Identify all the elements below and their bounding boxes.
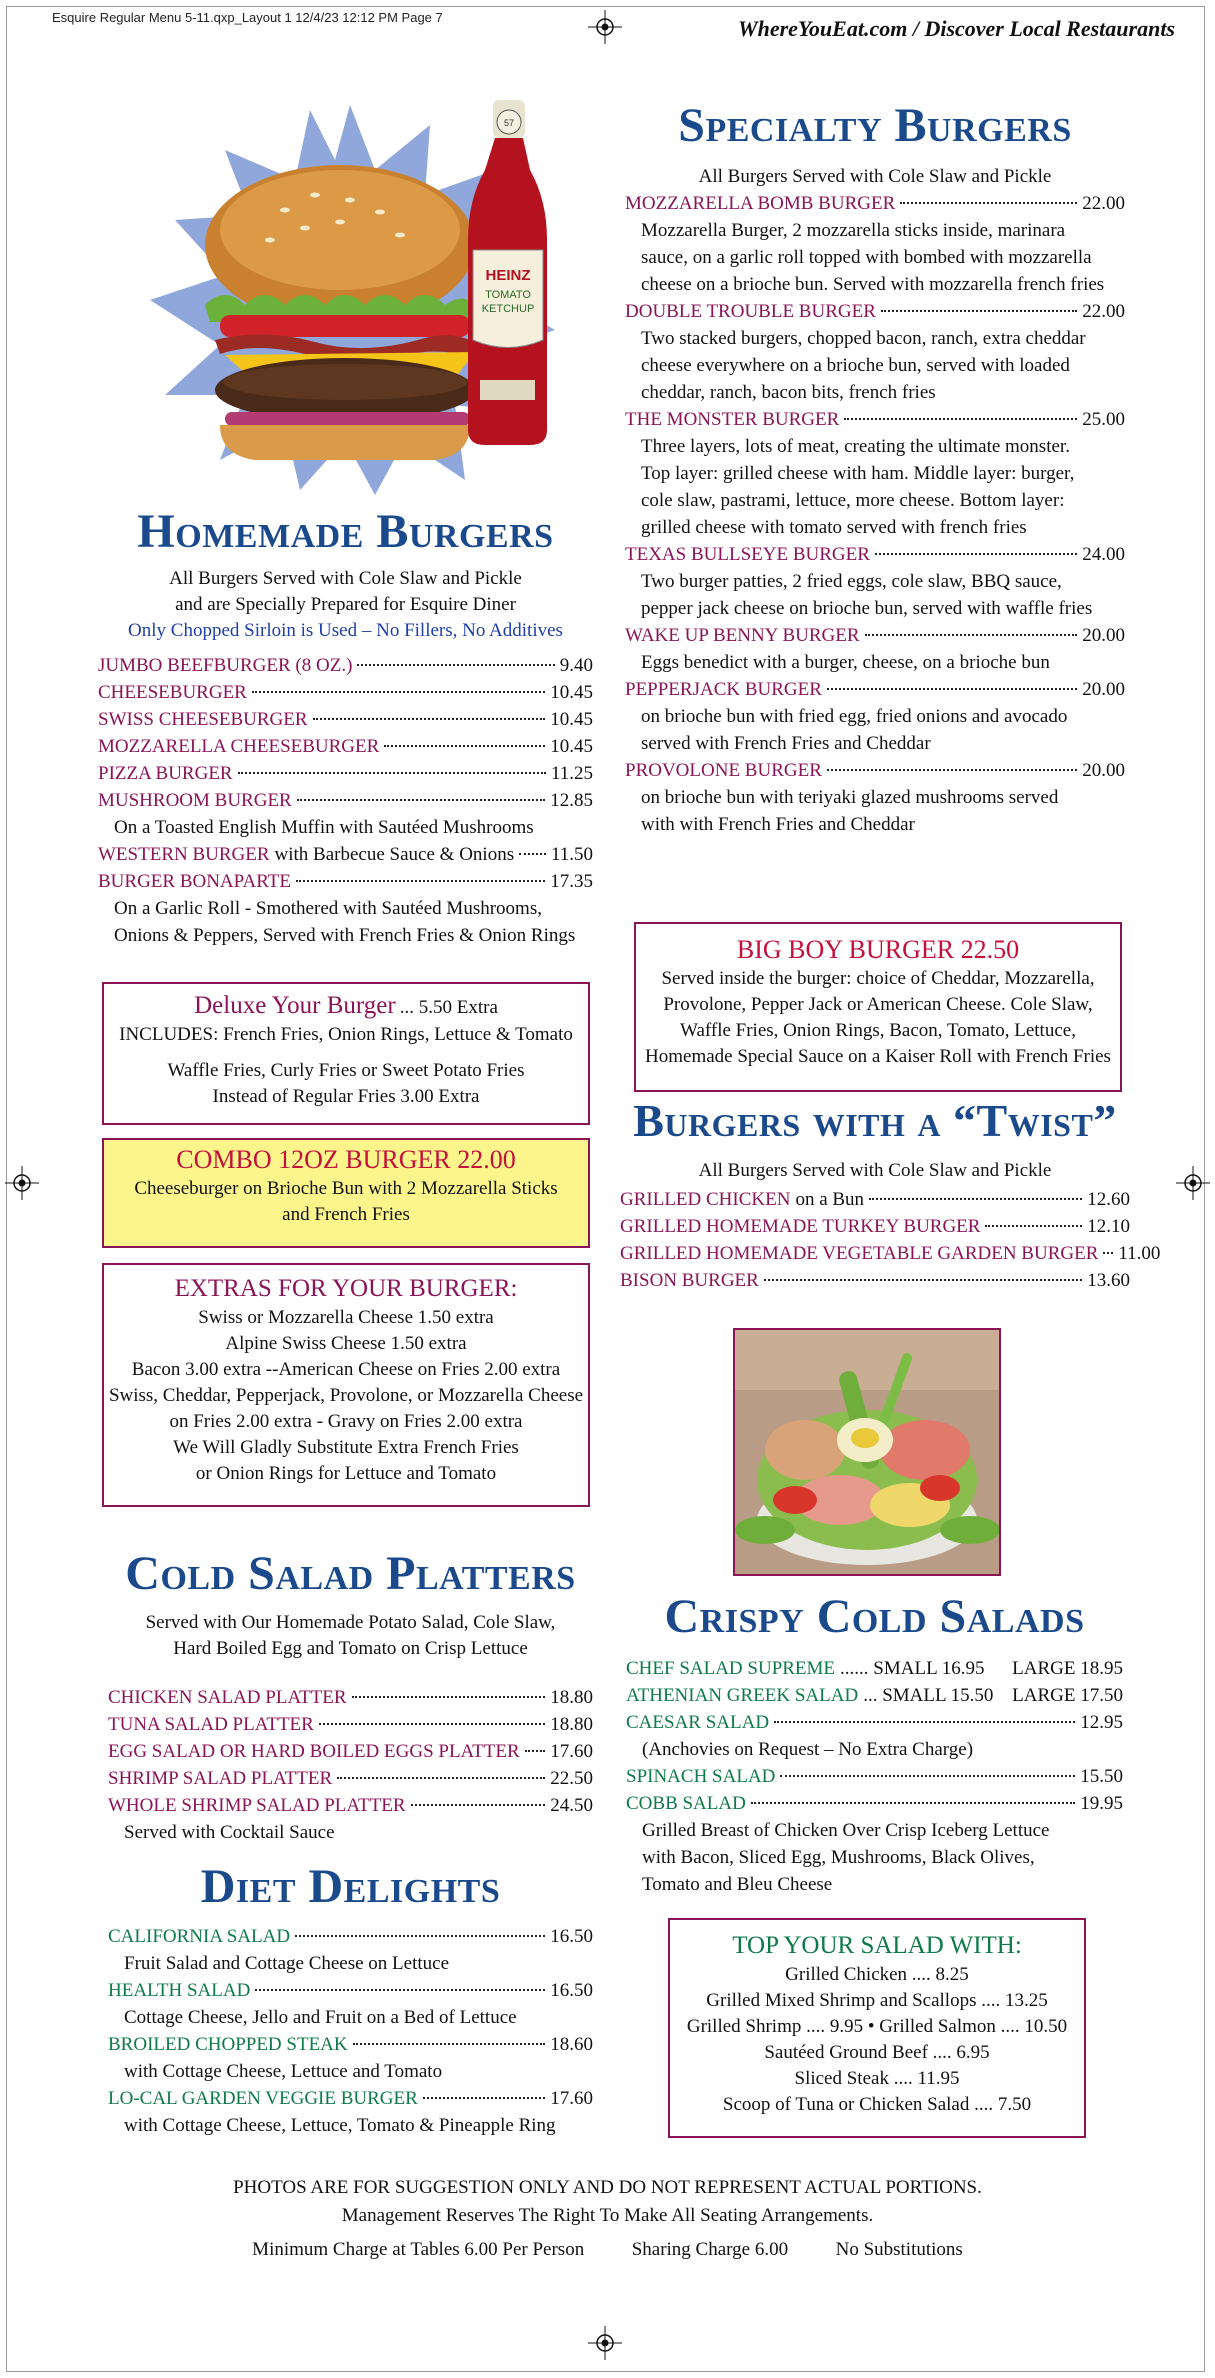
big-boy-line: Served inside the burger: choice of Cheddar, Mozzarella, <box>661 968 1095 989</box>
menu-item-name: BISON BURGER <box>620 1270 759 1291</box>
menu-item-note: with Barbecue Sauce & Onions <box>274 844 515 865</box>
cold-salad-sub2: Hard Boiled Egg and Tomato on Crisp Lettuce <box>173 1638 528 1659</box>
item-description: sauce, on a garlic roll topped with bombed with mozzarella <box>641 247 1092 268</box>
item-description: with Cottage Cheese, Lettuce, Tomato & Pineapple Ring <box>124 2115 556 2136</box>
menu-item-price: 11.25 <box>550 763 593 784</box>
burger-photo <box>135 100 575 500</box>
menu-item-name: JUMBO BEEFBURGER (8 OZ.) <box>98 655 353 676</box>
menu-item <box>620 1186 1130 1213</box>
menu-item-name: COBB SALAD <box>626 1793 746 1814</box>
menu-item-name: GRILLED HOMEMADE VEGETABLE GARDEN BURGER <box>620 1243 1099 1264</box>
combo-line2: and French Fries <box>282 1204 410 1225</box>
menu-item-price: 9.40 <box>559 655 593 676</box>
dot-leader <box>352 1696 546 1698</box>
menu-item-price: 16.50 <box>550 1926 593 1947</box>
menu-item <box>625 298 1125 325</box>
menu-item-name: CAESAR SALAD <box>626 1712 770 1733</box>
cold-salad-platters-list <box>108 1684 593 1846</box>
menu-item-name: GRILLED CHICKEN <box>620 1189 791 1210</box>
homemade-burgers-list <box>98 652 593 949</box>
extras-box <box>102 1263 590 1507</box>
footer-no-substitutions: No Substitutions <box>835 2239 963 2260</box>
big-boy-line: Waffle Fries, Onion Rings, Bacon, Tomato, Lettuce, <box>680 1020 1076 1041</box>
menu-item <box>108 1765 593 1792</box>
menu-item-name: ATHENIAN GREEK SALAD <box>626 1685 859 1706</box>
twist-section <box>620 1095 1161 1294</box>
dot-leader <box>774 1721 1075 1723</box>
specialty-burgers-title: Specialty Burgers <box>678 99 1072 152</box>
dot-leader <box>900 202 1077 204</box>
dot-leader <box>865 634 1078 636</box>
menu-item <box>108 2085 593 2112</box>
svg-text:TOMATO: TOMATO <box>485 289 531 301</box>
menu-item-name: GRILLED HOMEMADE TURKEY BURGER <box>620 1216 981 1237</box>
menu-item <box>108 2031 593 2058</box>
menu-item-price: 10.45 <box>550 736 593 757</box>
big-boy-box <box>634 922 1122 1092</box>
menu-item-price: 11.00 <box>1118 1243 1161 1264</box>
footer-line2: Management Reserves The Right To Make All Seating Arrangements. <box>341 2205 874 2226</box>
menu-item-price: 20.00 <box>1082 625 1125 646</box>
menu-item <box>620 1213 1130 1240</box>
item-description: cheddar, ranch, bacon bits, french fries <box>641 382 936 403</box>
menu-item-price: 15.50 <box>1080 1766 1123 1787</box>
dot-leader <box>411 1804 546 1806</box>
extras-line: Swiss or Mozzarella Cheese 1.50 extra <box>198 1307 494 1328</box>
dot-leader <box>423 2097 545 2099</box>
menu-item-price: 13.60 <box>1087 1270 1130 1291</box>
menu-item-price: 25.00 <box>1082 409 1125 430</box>
menu-item <box>625 676 1125 703</box>
svg-text:HEINZ: HEINZ <box>485 267 531 284</box>
top-salad-line: Scoop of Tuna or Chicken Salad .... 7.50 <box>722 2094 1032 2115</box>
svg-text:KETCHUP: KETCHUP <box>481 303 535 315</box>
extras-line: We Will Gladly Substitute Extra French Fries <box>173 1437 519 1458</box>
menu-item-price: 24.50 <box>550 1795 593 1816</box>
dot-leader <box>384 745 545 747</box>
dot-leader <box>780 1775 1075 1777</box>
top-salad-line: Grilled Mixed Shrimp and Scallops .... 13.25 <box>706 1990 1048 2011</box>
menu-item-price: 22.00 <box>1082 301 1125 322</box>
item-description: Onions & Peppers, Served with French Fries & Onion Rings <box>114 925 576 946</box>
footer-line3 <box>0 2236 1215 2264</box>
menu-item-name: LO-CAL GARDEN VEGGIE BURGER <box>108 2088 418 2109</box>
item-description: On a Garlic Roll - Smothered with Sautéed Mushrooms, <box>114 898 542 919</box>
menu-item-name: BROILED CHOPPED STEAK <box>108 2034 348 2055</box>
dot-leader <box>297 799 546 801</box>
menu-item <box>98 706 593 733</box>
menu-item-price: 22.50 <box>550 1768 593 1789</box>
menu-item-price: 17.60 <box>550 2088 593 2109</box>
menu-item <box>98 679 593 706</box>
menu-item <box>625 622 1125 649</box>
menu-item-price: 12.10 <box>1087 1216 1130 1237</box>
menu-item-name: CALIFORNIA SALAD <box>108 1926 291 1947</box>
menu-item-price: 12.60 <box>1087 1189 1130 1210</box>
dot-leader <box>357 664 554 666</box>
item-description: cheese on a brioche bun. Served with mozzarella french fries <box>641 274 1105 295</box>
homemade-sub2: and are Specially Prepared for Esquire Diner <box>175 594 516 615</box>
item-description: Two burger patties, 2 fried eggs, cole slaw, BBQ sauce, <box>641 571 1062 592</box>
twist-sub1: All Burgers Served with Cole Slaw and Pickle <box>698 1160 1052 1181</box>
site-banner: WhereYouEat.com / Discover Local Restaurants <box>738 16 1175 41</box>
item-description: Fruit Salad and Cottage Cheese on Lettuce <box>124 1953 450 1974</box>
salad-photo <box>733 1328 1001 1576</box>
menu-item-name: HEALTH SALAD <box>108 1980 251 2001</box>
extras-line: Swiss, Cheddar, Pepperjack, Provolone, or Mozzarella Cheese <box>108 1385 584 1406</box>
cold-salad-platters-title: Cold Salad Platters <box>125 1547 576 1600</box>
menu-item-small-price: ...... SMALL 16.95 <box>840 1658 985 1679</box>
menu-item-name: TEXAS BULLSEYE BURGER <box>625 544 870 565</box>
crispy-cold-salads-list <box>626 1655 1123 1898</box>
menu-item <box>626 1682 1123 1709</box>
top-salad-line: Sautéed Ground Beef .... 6.95 <box>764 2042 990 2063</box>
svg-text:57: 57 <box>503 118 515 128</box>
menu-item-note: on a Bun <box>795 1189 865 1210</box>
menu-item-price: 19.95 <box>1080 1793 1123 1814</box>
menu-item-name: CHEESEBURGER <box>98 682 247 703</box>
menu-item-large-price: LARGE 17.50 <box>1012 1685 1123 1706</box>
footer-minimum-charge: Minimum Charge at Tables 6.00 Per Person <box>252 2239 585 2260</box>
dot-leader <box>337 1777 545 1779</box>
menu-item-name: WAKE UP BENNY BURGER <box>625 625 860 646</box>
footer-sharing-charge: Sharing Charge 6.00 <box>631 2239 789 2260</box>
top-salad-line: Sliced Steak .... 11.95 <box>794 2068 960 2089</box>
top-salad-lines <box>670 1962 1084 2118</box>
menu-item-price: 12.95 <box>1080 1712 1123 1733</box>
extras-title: EXTRAS FOR YOUR BURGER: <box>174 1275 518 1302</box>
extras-line: Alpine Swiss Cheese 1.50 extra <box>225 1333 467 1354</box>
dot-leader <box>844 418 1077 420</box>
menu-item <box>108 1792 593 1819</box>
item-description: Two stacked burgers, chopped bacon, ranch, extra cheddar <box>641 328 1086 349</box>
specialty-sub1: All Burgers Served with Cole Slaw and Pickle <box>698 166 1052 187</box>
menu-item-name: SPINACH SALAD <box>626 1766 776 1787</box>
menu-item <box>620 1267 1130 1294</box>
menu-item <box>98 868 593 895</box>
item-description: Tomato and Bleu Cheese <box>642 1874 833 1895</box>
item-description: Cottage Cheese, Jello and Fruit on a Bed of Lettuce <box>124 2007 517 2028</box>
diet-delights-title: Diet Delights <box>200 1860 501 1913</box>
dot-leader <box>985 1225 1082 1227</box>
menu-item-name: PROVOLONE BURGER <box>625 760 822 781</box>
menu-item <box>625 541 1125 568</box>
extras-line: or Onion Rings for Lettuce and Tomato <box>195 1463 497 1484</box>
dot-leader <box>764 1279 1082 1281</box>
footer-line1: PHOTOS ARE FOR SUGGESTION ONLY AND DO NOT REPRESENT ACTUAL PORTIONS. <box>233 2177 982 2198</box>
homemade-burgers-section <box>98 505 593 949</box>
deluxe-title: Deluxe Your Burger <box>194 992 396 1019</box>
combo-box <box>102 1138 590 1248</box>
menu-item-name: DOUBLE TROUBLE BURGER <box>625 301 876 322</box>
deluxe-line2: Waffle Fries, Curly Fries or Sweet Potato Fries <box>167 1060 525 1081</box>
dot-leader <box>353 2043 546 2045</box>
item-description: cole slaw, pastrami, lettuce, more cheese. Bottom layer: <box>641 490 1065 511</box>
item-description: cheese everywhere on a brioche bun, served with loaded <box>641 355 1070 376</box>
menu-item <box>98 787 593 814</box>
dot-leader <box>875 553 1077 555</box>
dot-leader <box>238 772 546 774</box>
menu-item-price: 18.80 <box>550 1714 593 1735</box>
extras-line: on Fries 2.00 extra - Gravy on Fries 2.00 extra <box>169 1411 523 1432</box>
homemade-burgers-title: Homemade Burgers <box>137 505 554 558</box>
menu-item <box>108 1977 593 2004</box>
item-description: on brioche bun with teriyaki glazed mushrooms served <box>641 787 1059 808</box>
menu-item-name: EGG SALAD OR HARD BOILED EGGS PLATTER <box>108 1741 520 1762</box>
menu-item-name: MOZZARELLA BOMB BURGER <box>625 193 896 214</box>
dot-leader <box>1103 1252 1113 1254</box>
item-description: On a Toasted English Muffin with Sautéed Mushrooms <box>114 817 534 838</box>
deluxe-line1: INCLUDES: French Fries, Onion Rings, Lettuce & Tomato <box>119 1024 573 1045</box>
dot-leader <box>519 853 546 855</box>
menu-item-price: 24.00 <box>1082 544 1125 565</box>
big-boy-line: Provolone, Pepper Jack or American Cheese. Cole Slaw, <box>663 994 1093 1015</box>
menu-item <box>108 1711 593 1738</box>
registration-mark-icon <box>1176 1166 1210 1200</box>
combo-title: COMBO 12OZ BURGER 22.00 <box>176 1145 516 1174</box>
crispy-cold-salads-title: Crispy Cold Salads <box>664 1590 1085 1643</box>
menu-item <box>626 1790 1123 1817</box>
registration-mark-icon <box>5 1166 39 1200</box>
dot-leader <box>525 1750 546 1752</box>
menu-item-name: WHOLE SHRIMP SALAD PLATTER <box>108 1795 406 1816</box>
menu-item <box>626 1763 1123 1790</box>
twist-list <box>620 1186 1161 1294</box>
menu-item-name: SWISS CHEESEBURGER <box>98 709 308 730</box>
item-description: Eggs benedict with a burger, cheese, on a brioche bun <box>641 652 1050 673</box>
homemade-sub3: Only Chopped Sirloin is Used – No Fillers, No Additives <box>128 620 563 641</box>
menu-item <box>625 757 1125 784</box>
item-description: Top layer: grilled cheese with ham. Middle layer: burger, <box>641 463 1075 484</box>
menu-item <box>626 1709 1123 1736</box>
extras-line: Bacon 3.00 extra --American Cheese on Fries 2.00 extra <box>131 1359 561 1380</box>
dot-leader <box>751 1802 1075 1804</box>
menu-item-price: 17.60 <box>550 1741 593 1762</box>
menu-item <box>625 406 1125 433</box>
item-description: Grilled Breast of Chicken Over Crisp Iceberg Lettuce <box>642 1820 1050 1841</box>
menu-item-price: 22.00 <box>1082 193 1125 214</box>
menu-item <box>625 190 1125 217</box>
item-description: pepper jack cheese on brioche bun, served with waffle fries <box>641 598 1093 619</box>
dot-leader <box>827 769 1077 771</box>
top-salad-title: TOP YOUR SALAD WITH: <box>732 1932 1022 1959</box>
menu-item-name: PIZZA BURGER <box>98 763 233 784</box>
dot-leader <box>252 691 545 693</box>
menu-item <box>98 733 593 760</box>
menu-item-price: 12.85 <box>550 790 593 811</box>
dot-leader <box>881 310 1077 312</box>
menu-item <box>98 760 593 787</box>
print-slug: Esquire Regular Menu 5-11.qxp_Layout 1 12/4/23 12:12 PM Page 7 <box>52 10 443 25</box>
diet-delights-list <box>108 1923 593 2139</box>
top-salad-line: Grilled Chicken .... 8.25 <box>785 1964 969 1985</box>
menu-item <box>108 1684 593 1711</box>
dot-leader <box>295 1935 545 1937</box>
item-description: on brioche bun with fried egg, fried onions and avocado <box>641 706 1068 727</box>
homemade-sub1: All Burgers Served with Cole Slaw and Pickle <box>169 568 522 589</box>
diet-delights-section <box>108 1860 593 2139</box>
menu-item <box>108 1738 593 1765</box>
dot-leader <box>255 1989 545 1991</box>
big-boy-line: Homemade Special Sauce on a Kaiser Roll with French Fries <box>645 1046 1111 1067</box>
dot-leader <box>296 880 545 882</box>
menu-item-price: 17.35 <box>550 871 593 892</box>
combo-line1: Cheeseburger on Brioche Bun with 2 Mozzarella Sticks <box>134 1178 558 1199</box>
menu-item <box>98 841 593 868</box>
extras-lines <box>104 1305 588 1487</box>
menu-item-name: WESTERN BURGER <box>98 844 270 865</box>
menu-item <box>626 1655 1123 1682</box>
cold-salad-platters-section <box>108 1547 593 1846</box>
menu-item-price: 18.60 <box>550 2034 593 2055</box>
top-salad-box <box>668 1918 1086 2138</box>
menu-item-price: 11.50 <box>550 844 593 865</box>
dot-leader <box>313 718 546 720</box>
menu-item <box>108 1923 593 1950</box>
menu-item-price: 16.50 <box>550 1980 593 2001</box>
cold-salad-sub1: Served with Our Homemade Potato Salad, Cole Slaw, <box>145 1612 556 1633</box>
big-boy-lines <box>636 966 1120 1070</box>
item-description: Three layers, lots of meat, creating the ultimate monster. <box>641 436 1070 457</box>
menu-item-name: MOZZARELLA CHEESEBURGER <box>98 736 380 757</box>
menu-item-price: 10.45 <box>550 709 593 730</box>
item-description: grilled cheese with tomato served with french fries <box>641 517 1027 538</box>
deluxe-box <box>102 982 590 1125</box>
crispy-cold-salads-section <box>626 1590 1123 1898</box>
menu-item-name: CHICKEN SALAD PLATTER <box>108 1687 347 1708</box>
specialty-burgers-list <box>625 190 1125 838</box>
menu-item <box>98 652 593 679</box>
menu-item-large-price: LARGE 18.95 <box>1012 1658 1123 1679</box>
dot-leader <box>869 1198 1082 1200</box>
menu-item <box>620 1240 1161 1267</box>
item-description: served with French Fries and Cheddar <box>641 733 931 754</box>
item-description: with with French Fries and Cheddar <box>641 814 915 835</box>
menu-item-name: THE MONSTER BURGER <box>625 409 840 430</box>
item-description: Mozzarella Burger, 2 mozzarella sticks inside, marinara <box>641 220 1066 241</box>
dot-leader <box>319 1723 545 1725</box>
twist-title: Burgers with a “Twist” <box>633 1095 1117 1146</box>
menu-item-price: 20.00 <box>1082 760 1125 781</box>
menu-item-name: BURGER BONAPARTE <box>98 871 291 892</box>
top-salad-line: Grilled Shrimp .... 9.95 • Grilled Salmon .... 10.50 <box>686 2016 1068 2037</box>
deluxe-line3: Instead of Regular Fries 3.00 Extra <box>212 1086 480 1107</box>
item-description: with Cottage Cheese, Lettuce and Tomato <box>124 2061 443 2082</box>
specialty-burgers-section <box>625 99 1125 838</box>
menu-item-name: PEPPERJACK BURGER <box>625 679 822 700</box>
item-description: with Bacon, Sliced Egg, Mushrooms, Black Olives, <box>642 1847 1035 1868</box>
item-description: Served with Cocktail Sauce <box>124 1822 335 1843</box>
registration-mark-icon <box>588 10 622 44</box>
menu-item-price: 18.80 <box>550 1687 593 1708</box>
deluxe-extra: ... 5.50 Extra <box>399 997 498 1018</box>
menu-item-price: 10.45 <box>550 682 593 703</box>
menu-item-price: 20.00 <box>1082 679 1125 700</box>
menu-item-name: MUSHROOM BURGER <box>98 790 292 811</box>
menu-item-small-price: ... SMALL 15.50 <box>863 1685 994 1706</box>
item-description: (Anchovies on Request – No Extra Charge) <box>642 1739 974 1760</box>
menu-item-name: TUNA SALAD PLATTER <box>108 1714 314 1735</box>
dot-leader <box>827 688 1077 690</box>
menu-item-name: CHEF SALAD SUPREME <box>626 1658 836 1679</box>
menu-item-name: SHRIMP SALAD PLATTER <box>108 1768 333 1789</box>
big-boy-title: BIG BOY BURGER 22.50 <box>736 935 1020 964</box>
registration-mark-icon <box>588 2326 622 2360</box>
